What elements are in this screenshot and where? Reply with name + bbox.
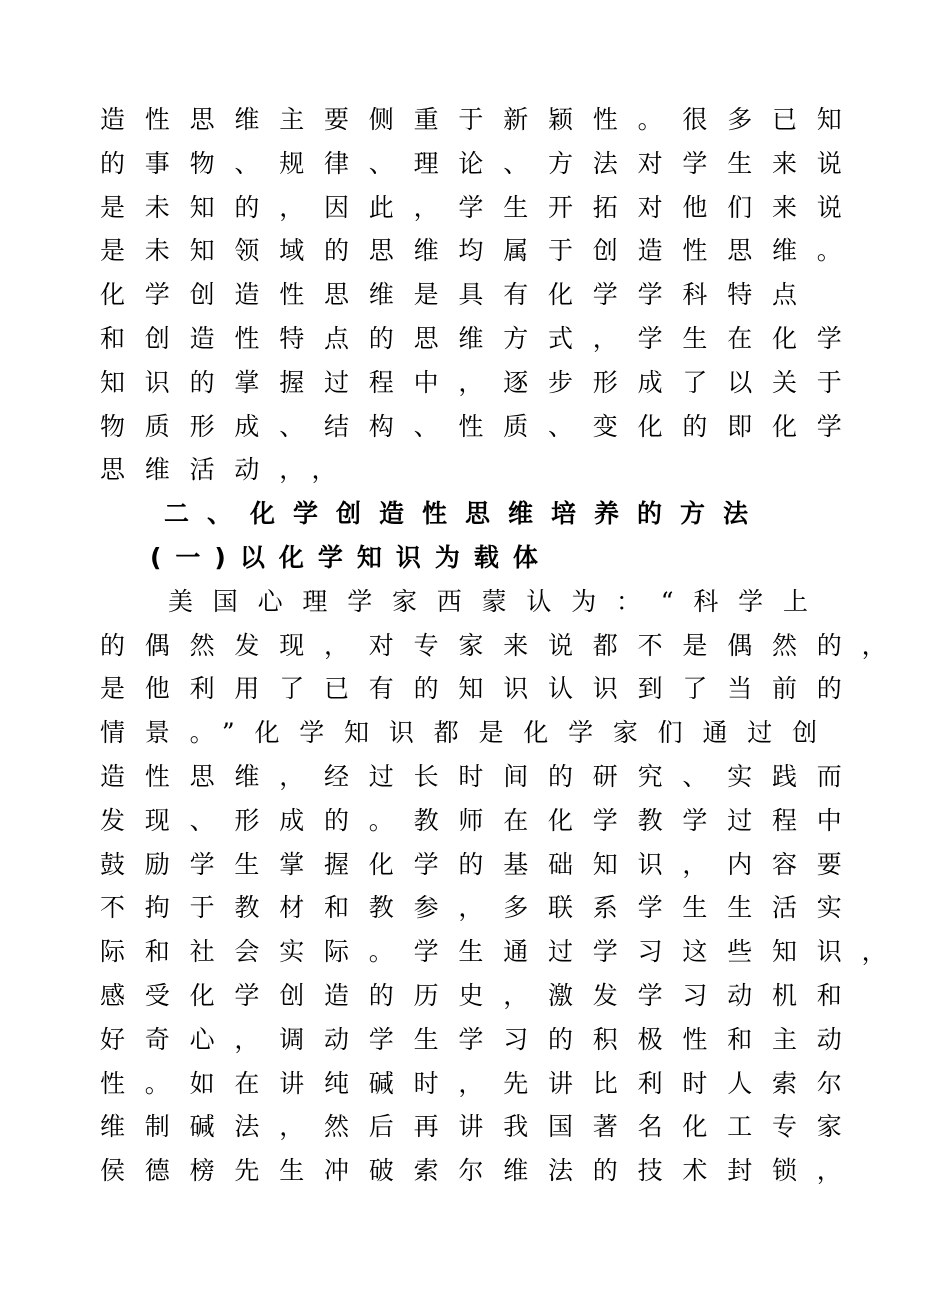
text-line: 好奇心，调动学生学习的积极性和主动 bbox=[100, 1024, 862, 1054]
document-body bbox=[100, 98, 907, 1193]
text-line: 情景。”化学知识都是化学家们通过创 bbox=[100, 718, 837, 748]
text-line: 化学创造性思维是具有化学学科特点 bbox=[100, 280, 817, 310]
text-line: 思维活动，， bbox=[100, 455, 357, 485]
text-line: 不拘于教材和教参，多联系学生生活实 bbox=[100, 893, 862, 923]
text-line: 维制碱法，然后再讲我国著名化工专家 bbox=[100, 1112, 862, 1142]
section-heading: 二、化学创造性思维培养的方法 bbox=[164, 499, 767, 529]
text-line: 的事物、规律、理论、方法对学生来说 bbox=[100, 148, 862, 178]
paragraph-chemistry-knowledge bbox=[100, 580, 907, 1193]
text-line: 的偶然发现，对专家来说都不是偶然的， bbox=[100, 630, 907, 660]
text-line: 是他利用了已有的知识认识到了当前的 bbox=[100, 674, 862, 704]
paragraph-creative-thinking bbox=[100, 98, 880, 492]
text-line: 和创造性特点的思维方式，学生在化学 bbox=[100, 323, 862, 353]
subsection-heading: (一)以化学知识为载体 bbox=[150, 542, 552, 572]
text-line: 是未知的，因此，学生开拓对他们来说 bbox=[100, 192, 862, 222]
text-line: 侯德榜先生冲破索尔维法的技术封锁， bbox=[100, 1156, 862, 1186]
text-line: 性。如在讲纯碱时，先讲比利时人索尔 bbox=[100, 1068, 862, 1098]
text-line: 发现、形成的。教师在化学教学过程中 bbox=[100, 805, 862, 835]
text-line: 感受化学创造的历史，激发学习动机和 bbox=[100, 980, 862, 1010]
text-line: 鼓励学生掌握化学的基础知识，内容要 bbox=[100, 849, 862, 879]
text-line: 造性思维，经过长时间的研究、实践而 bbox=[100, 761, 862, 791]
text-line: 际和社会实际。学生通过学习这些知识， bbox=[100, 937, 907, 967]
text-line: 美国心理学家西蒙认为：“科学上 bbox=[168, 586, 828, 616]
text-line: 知识的掌握过程中，逐步形成了以关于 bbox=[100, 367, 862, 397]
text-line: 造性思维主要侧重于新颖性。很多已知 bbox=[100, 105, 862, 134]
text-line: 物质形成、结构、性质、变化的即化学 bbox=[100, 411, 862, 441]
text-line: 是未知领域的思维均属于创造性思维。 bbox=[100, 236, 862, 266]
